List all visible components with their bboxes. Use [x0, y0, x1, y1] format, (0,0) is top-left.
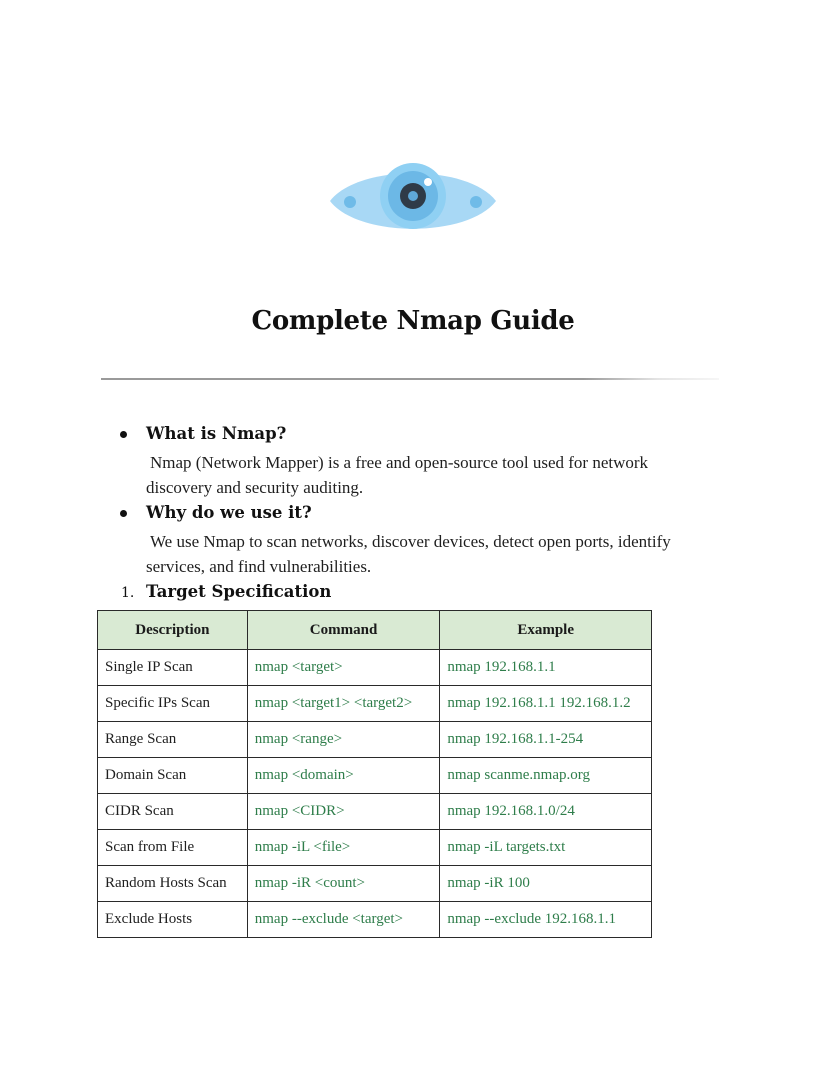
table-row: [98, 902, 652, 938]
table-row: [98, 686, 652, 722]
table-row: [98, 866, 652, 902]
table-header-row: [98, 611, 652, 650]
paragraph-line: discovery and security auditing.: [146, 478, 364, 497]
column-header-example: Example: [440, 611, 652, 650]
section-heading-target-specification: [121, 582, 331, 601]
section-number: 1.: [121, 585, 135, 601]
paragraph-line: We use Nmap to scan networks, discover devices, detect open ports, identify: [150, 532, 671, 551]
eye-right-corner: [470, 196, 482, 208]
table-row: [98, 830, 652, 866]
cell-description: Random Hosts Scan: [98, 866, 248, 902]
cell-description: Exclude Hosts: [98, 902, 248, 938]
bullet-dot-icon: [120, 431, 127, 438]
table-row: [98, 758, 652, 794]
cell-example: nmap 192.168.1.1-254: [440, 722, 652, 758]
column-header-description: Description: [98, 611, 248, 650]
section-title: Target Specification: [146, 582, 332, 601]
cell-command: nmap -iL <file>: [247, 830, 440, 866]
column-header-command: Command: [247, 611, 440, 650]
table-row: [98, 650, 652, 686]
cell-description: Specific IPs Scan: [98, 686, 248, 722]
cell-command: nmap <CIDR>: [247, 794, 440, 830]
page-title: Complete Nmap Guide: [251, 306, 575, 336]
paragraph-line: services, and find vulnerabilities.: [146, 557, 372, 576]
cell-description: Domain Scan: [98, 758, 248, 794]
paragraph-line: Nmap (Network Mapper) is a free and open-source tool used for network: [150, 453, 649, 472]
cell-command: nmap <target>: [247, 650, 440, 686]
cell-description: Range Scan: [98, 722, 248, 758]
bullet-heading: What is Nmap?: [146, 424, 287, 443]
cell-example: nmap -iL targets.txt: [440, 830, 652, 866]
cell-example: nmap --exclude 192.168.1.1: [440, 902, 652, 938]
cell-description: CIDR Scan: [98, 794, 248, 830]
title-divider: [101, 378, 719, 380]
table-row: [98, 794, 652, 830]
bullet-paragraph-what-is-nmap: [146, 450, 726, 500]
cell-command: nmap <target1> <target2>: [247, 686, 440, 722]
table-row: [98, 722, 652, 758]
cell-description: Single IP Scan: [98, 650, 248, 686]
cell-example: nmap 192.168.1.0/24: [440, 794, 652, 830]
cell-example: nmap 192.168.1.1 192.168.1.2: [440, 686, 652, 722]
cell-command: nmap <domain>: [247, 758, 440, 794]
target-specification-table: [97, 610, 652, 938]
cell-command: nmap -iR <count>: [247, 866, 440, 902]
eye-pupil-center: [408, 191, 418, 201]
cell-description: Scan from File: [98, 830, 248, 866]
cell-example: nmap 192.168.1.1: [440, 650, 652, 686]
bullet-heading: Why do we use it?: [146, 503, 312, 522]
cell-command: nmap <range>: [247, 722, 440, 758]
cell-example: nmap scanme.nmap.org: [440, 758, 652, 794]
eye-highlight: [424, 178, 432, 186]
eye-left-corner: [344, 196, 356, 208]
bullet-dot-icon: [120, 510, 127, 517]
cell-example: nmap -iR 100: [440, 866, 652, 902]
cell-command: nmap --exclude <target>: [247, 902, 440, 938]
nmap-eye-logo-icon: [328, 156, 498, 242]
bullet-paragraph-why-use-it: [146, 529, 726, 579]
